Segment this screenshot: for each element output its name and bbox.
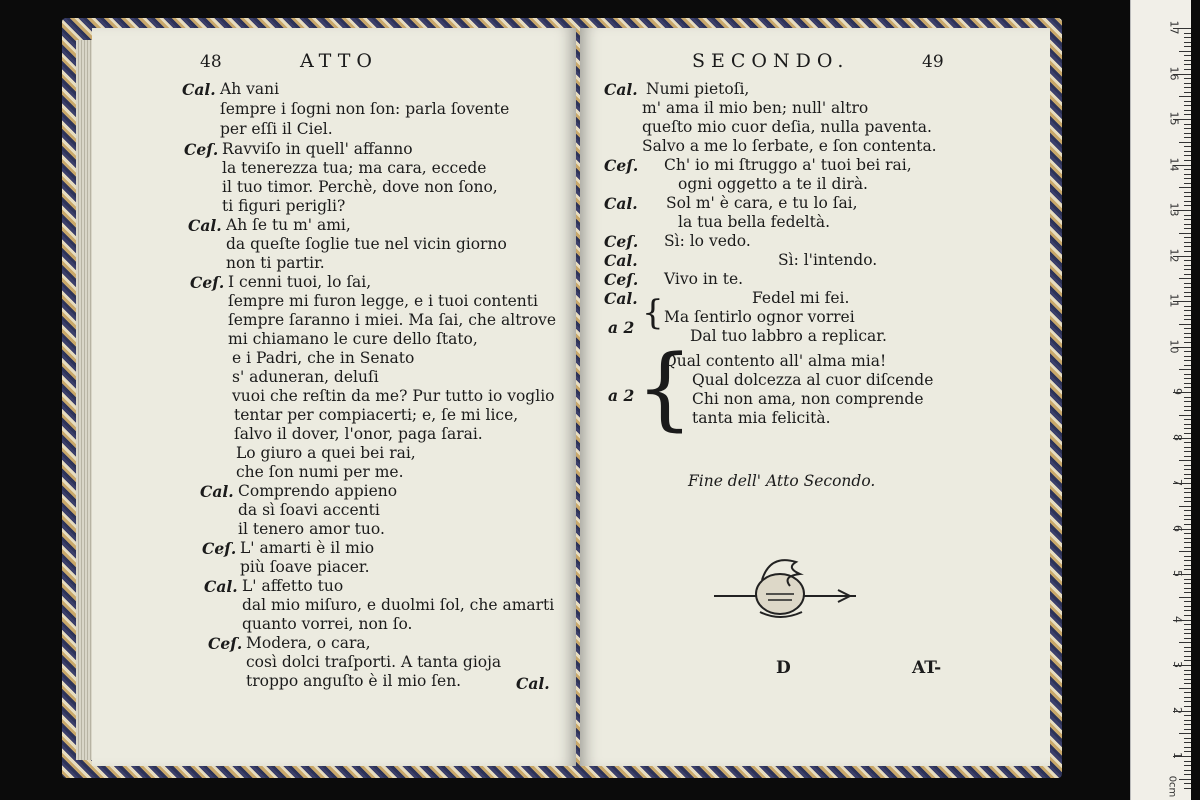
ruler-tick: [1184, 105, 1191, 106]
text-line: Dal tuo labbro a replicar.: [690, 327, 887, 345]
ruler-tick: [1184, 588, 1191, 589]
ruler-tick: [1184, 269, 1191, 270]
text-line: Ravviſo in quell' affanno: [222, 140, 413, 158]
ruler-tick: [1184, 560, 1191, 561]
ruler-tick: [1184, 265, 1191, 266]
speaker-label: Cal.: [604, 194, 638, 213]
text-line: Salvo a me lo ſerbate, e ſon contenta.: [642, 137, 937, 155]
ruler-tick: [1184, 383, 1191, 384]
text-line: ogni oggetto a te il dirà.: [678, 175, 868, 193]
ruler-tick: [1184, 774, 1191, 775]
ruler-tick: [1184, 246, 1191, 247]
ruler-number: 13: [1167, 202, 1181, 217]
catchword: AT-: [912, 658, 942, 678]
ruler-tick: [1184, 788, 1191, 789]
ruler-number: 5: [1171, 570, 1184, 577]
ruler-tick: [1179, 415, 1191, 416]
ruler-tick: [1184, 69, 1191, 70]
ruler-tick: [1179, 779, 1191, 780]
text-line: m' ama il mio ben; null' altro: [642, 99, 869, 117]
ruler-tick: [1184, 205, 1191, 206]
speaker-label: Ceſ.: [208, 634, 243, 653]
text-line: che ſon numi per me.: [236, 463, 404, 481]
ruler-tick: [1184, 183, 1191, 184]
ruler-tick: [1184, 706, 1191, 707]
brace-glyph: {: [642, 293, 664, 333]
ruler-tick: [1184, 215, 1191, 216]
text-line: Sol m' è cara, e tu lo ſai,: [666, 194, 858, 212]
ruler-tick: [1184, 283, 1191, 284]
ruler-number: 8: [1171, 433, 1184, 441]
text-line: I cenni tuoi, lo ſai,: [228, 273, 372, 291]
ruler-tick: [1184, 683, 1191, 684]
ruler-tick: [1184, 469, 1191, 470]
ruler-tick: [1184, 251, 1191, 252]
text-line: la tua bella fedeltà.: [678, 213, 831, 231]
duet-label: a 2: [608, 318, 635, 337]
ruler-tick: [1184, 101, 1191, 102]
ruler-tick: [1184, 542, 1191, 543]
ruler-tick: [1184, 87, 1191, 88]
ruler-tick: [1184, 547, 1191, 548]
text-line: Sì: l'intendo.: [778, 251, 878, 269]
ruler-tick: [1184, 515, 1191, 516]
ruler-tick: [1184, 524, 1191, 525]
ruler-tick: [1184, 133, 1191, 134]
text-line: Modera, o cara,: [246, 634, 371, 652]
speaker-label: Cal.: [604, 289, 638, 308]
ruler-tick: [1184, 565, 1191, 566]
catchword: Cal.: [516, 674, 550, 693]
measuring-ruler: [1130, 0, 1191, 800]
ruler-tick: [1184, 306, 1191, 307]
ruler-tick: [1184, 583, 1191, 584]
ruler-tick: [1184, 533, 1191, 534]
act-end-note: Fine dell' Atto Secondo.: [688, 472, 876, 490]
text-line: Ma ſentirlo ognor vorrei: [664, 308, 855, 326]
text-line: non ti partir.: [226, 254, 325, 272]
ruler-tick: [1184, 697, 1191, 698]
text-line: ſempre i ſogni non ſon: parla ſovente: [220, 100, 510, 118]
speaker-label: Ceſ.: [604, 156, 639, 175]
ruler-tick: [1184, 228, 1191, 229]
ruler-number: 17: [1167, 20, 1181, 35]
ruler-tick: [1184, 78, 1191, 79]
running-header: ATTO: [300, 50, 378, 72]
speaker-label: Cal.: [188, 216, 222, 235]
text-line: Comprendo appieno: [238, 482, 398, 500]
ruler-tick: [1184, 374, 1191, 375]
text-line: mi chiamano le cure dello ſtato,: [228, 330, 478, 348]
speaker-label: Cal.: [604, 80, 638, 99]
ruler-tick: [1184, 83, 1191, 84]
ruler-tick: [1184, 742, 1191, 743]
ruler-tick: [1184, 60, 1191, 61]
ruler-tick: [1184, 46, 1191, 47]
ruler-tick: [1184, 196, 1191, 197]
ruler-tick: [1184, 219, 1191, 220]
text-line: per eſſi il Ciel.: [220, 120, 333, 138]
ruler-tick: [1184, 692, 1191, 693]
ruler-tick: [1184, 579, 1191, 580]
ruler-tick: [1184, 751, 1191, 752]
ruler-tick: [1184, 242, 1191, 243]
ruler-tick: [1179, 597, 1191, 598]
ruler-tick: [1184, 146, 1191, 147]
ruler-tick: [1184, 447, 1191, 448]
text-line: da queſte ſoglie tue nel vicin giorno: [226, 235, 507, 253]
ruler-tick: [1184, 624, 1191, 625]
ruler-tick: [1184, 660, 1191, 661]
text-line: quanto vorrei, non ſo.: [242, 615, 413, 633]
ruler-tick: [1184, 720, 1191, 721]
text-line: queſto mio cuor deſia, nulla paventa.: [642, 118, 932, 136]
text-line: Chi non ama, non comprende: [692, 390, 924, 408]
ruler-tick: [1184, 128, 1191, 129]
ruler-tick: [1184, 419, 1191, 420]
text-line: tentar per compiacerti; e, ſe mi lice,: [234, 406, 519, 424]
text-line: Vivo in te.: [664, 270, 744, 288]
ruler-tick: [1179, 278, 1191, 279]
ruler-tick: [1184, 137, 1191, 138]
ruler-tick: [1184, 237, 1191, 238]
ruler-tick: [1184, 569, 1191, 570]
ruler-tick: [1184, 292, 1191, 293]
text-line: e i Padri, che in Senato: [232, 349, 415, 367]
speaker-label: Ceſ.: [604, 270, 639, 289]
brace-glyph: {: [636, 336, 694, 441]
ruler-tick: [1184, 497, 1191, 498]
text-line: ſempre ſaranno i miei. Ma ſai, che altrove: [228, 311, 557, 329]
ruler-tick: [1184, 365, 1191, 366]
ruler-tick: [1184, 174, 1191, 175]
signature-mark: D: [776, 658, 791, 678]
ruler-tick: [1184, 456, 1191, 457]
ruler-tick: [1184, 64, 1191, 65]
ruler-tick: [1184, 274, 1191, 275]
ruler-tick: [1184, 114, 1191, 115]
ruler-tick: [1184, 333, 1191, 334]
ruler-number: 1: [1171, 752, 1184, 759]
page-number: 49: [922, 52, 944, 72]
ruler-tick: [1184, 765, 1191, 766]
ruler-tick: [1184, 315, 1191, 316]
ruler-tick: [1184, 465, 1191, 466]
ruler-tick: [1184, 201, 1191, 202]
text-line: dal mio miſuro, e duolmi ſol, che amarti: [242, 596, 555, 614]
ruler-tick: [1184, 260, 1191, 261]
ruler-tick: [1184, 783, 1191, 784]
ruler-tick: [1184, 356, 1191, 357]
ruler-number: 14: [1167, 157, 1181, 171]
ruler-tick: [1184, 337, 1191, 338]
text-line: L' amarti è il mio: [240, 539, 375, 557]
ruler-tick: [1184, 387, 1191, 388]
ruler-tick: [1184, 674, 1191, 675]
ruler-tick: [1184, 192, 1191, 193]
speaker-label: Ceſ.: [184, 140, 219, 159]
text-line: Lo giuro a quei bei rai,: [236, 444, 416, 462]
ruler-tick: [1184, 124, 1191, 125]
ruler-tick: [1184, 319, 1191, 320]
text-line: troppo anguſto è il mio ſen.: [246, 672, 462, 690]
ruler-tick: [1184, 670, 1191, 671]
ruler-tick: [1184, 110, 1191, 111]
text-line: Qual dolcezza al cuor diſcende: [692, 371, 934, 389]
text-line: il tenero amor tuo.: [238, 520, 385, 538]
ruler-tick: [1184, 615, 1191, 616]
ruler-number: 7: [1171, 479, 1184, 486]
left-page: [92, 28, 576, 766]
ruler-tick: [1184, 770, 1191, 771]
ruler-tick: [1184, 656, 1191, 657]
ruler-tick: [1184, 478, 1191, 479]
text-line: più ſoave piacer.: [240, 558, 370, 576]
ruler-tick: [1184, 501, 1191, 502]
ruler-tick: [1184, 351, 1191, 352]
ruler-tick: [1184, 155, 1191, 156]
ruler-tick: [1184, 606, 1191, 607]
ruler-tick: [1184, 738, 1191, 739]
ruler-tick: [1184, 428, 1191, 429]
ruler-tick: [1184, 592, 1191, 593]
ruler-tick: [1184, 401, 1191, 402]
ruler-tick: [1184, 747, 1191, 748]
ruler-tick: [1184, 169, 1191, 170]
ruler-tick: [1179, 324, 1191, 325]
ruler-tick: [1184, 679, 1191, 680]
ruler-tick: [1184, 410, 1191, 411]
text-line: Qual contento all' alma mia!: [664, 352, 887, 370]
ruler-tick: [1184, 442, 1191, 443]
right-page: [580, 28, 1050, 766]
ruler-tick: [1184, 729, 1191, 730]
text-line: s' aduneran, deluſi: [232, 368, 379, 386]
ruler-tick: [1184, 160, 1191, 161]
ruler-number: 16: [1167, 66, 1181, 80]
ruler-tick: [1184, 610, 1191, 611]
ruler-tick: [1184, 715, 1191, 716]
speaker-label: Ceſ.: [604, 232, 639, 251]
text-line: la tenerezza tua; ma cara, eccede: [222, 159, 487, 177]
ruler-tick: [1184, 433, 1191, 434]
speaker-label: Cal.: [204, 577, 238, 596]
ruler-tick: [1184, 633, 1191, 634]
speaker-label: Ceſ.: [190, 273, 225, 292]
ruler-tick: [1184, 761, 1191, 762]
ruler-tick: [1184, 510, 1191, 511]
ruler-tick: [1184, 55, 1191, 56]
text-line: Sì: lo vedo.: [664, 232, 751, 250]
text-line: Ah ſe tu m' ami,: [226, 216, 351, 234]
ruler-number: 4: [1171, 615, 1184, 623]
ruler-tick: [1184, 488, 1191, 489]
ruler-tick: [1184, 287, 1191, 288]
ruler-tick: [1184, 42, 1191, 43]
ruler-tick: [1184, 701, 1191, 702]
text-line: ti figuri perigli?: [222, 197, 346, 215]
ruler-tick: [1184, 397, 1191, 398]
text-line: da sì ſoavi accenti: [238, 501, 380, 519]
ruler-tick: [1184, 296, 1191, 297]
ruler-tick: [1184, 424, 1191, 425]
speaker-label: Cal.: [200, 482, 234, 501]
ruler-tick: [1179, 733, 1191, 734]
ruler-tick: [1179, 187, 1191, 188]
text-line: Ch' io mi ſtruggo a' tuoi bei rai,: [664, 156, 912, 174]
ruler-tick: [1184, 601, 1191, 602]
ruler-tick: [1184, 92, 1191, 93]
ruler-tick: [1179, 142, 1191, 143]
ruler-tick: [1184, 37, 1191, 38]
ruler-number: 11: [1167, 293, 1181, 308]
helmet-sword-ornament-icon: [710, 550, 860, 630]
ruler-number: 6: [1171, 524, 1184, 532]
ruler-tick: [1184, 360, 1191, 361]
speaker-label: Ceſ.: [202, 539, 237, 558]
ruler-tick: [1184, 328, 1191, 329]
text-line: così dolci traſporti. A tanta gioja: [246, 653, 502, 671]
ruler-tick: [1179, 369, 1191, 370]
speaker-label: Cal.: [604, 251, 638, 270]
ruler-tick: [1184, 724, 1191, 725]
text-line: L' affetto tuo: [242, 577, 344, 595]
ruler-tick: [1184, 33, 1191, 34]
ruler-unit-label: 0cm: [1166, 775, 1178, 798]
ruler-number: 3: [1171, 661, 1184, 668]
ruler-tick: [1184, 406, 1191, 407]
ruler-number: 15: [1167, 111, 1181, 126]
ruler-number: 2: [1171, 706, 1184, 714]
text-line: ſempre mi furon legge, e i tuoi contenti: [228, 292, 538, 310]
running-header: SECONDO.: [692, 50, 850, 72]
ruler-number: 9: [1171, 388, 1184, 395]
ruler-tick: [1179, 96, 1191, 97]
ruler-tick: [1184, 342, 1191, 343]
ruler-number: 10: [1167, 339, 1181, 353]
ruler-tick: [1179, 51, 1191, 52]
text-line: Fedel mi fei.: [752, 289, 850, 307]
ruler-tick: [1184, 224, 1191, 225]
duet-label: a 2: [608, 386, 635, 405]
ruler-tick: [1184, 519, 1191, 520]
ruler-tick: [1179, 688, 1191, 689]
ruler-tick: [1179, 460, 1191, 461]
ruler-tick: [1184, 556, 1191, 557]
text-line: vuoi che reſtin da me? Pur tutto io voglio: [232, 387, 555, 405]
text-line: Numi pietoſi,: [646, 80, 750, 98]
ruler-tick: [1184, 474, 1191, 475]
ruler-tick: [1184, 647, 1191, 648]
ruler-tick: [1184, 378, 1191, 379]
ruler-tick: [1184, 151, 1191, 152]
ruler-tick: [1184, 178, 1191, 179]
ruler-tick: [1184, 629, 1191, 630]
speaker-label: Cal.: [182, 80, 216, 99]
text-line: Ah vani: [220, 80, 280, 98]
ruler-tick: [1184, 451, 1191, 452]
ruler-tick: [1184, 492, 1191, 493]
ruler-tick: [1179, 642, 1191, 643]
text-line: tanta mia felicità.: [692, 409, 831, 427]
ruler-tick: [1184, 651, 1191, 652]
ruler-tick: [1179, 506, 1191, 507]
ruler-tick: [1179, 233, 1191, 234]
text-line: ſalvo il dover, l'onor, paga ſarai.: [234, 425, 483, 443]
ruler-tick: [1179, 551, 1191, 552]
ruler-number: 12: [1167, 248, 1181, 262]
ruler-tick: [1184, 538, 1191, 539]
ruler-tick: [1184, 638, 1191, 639]
page-number: 48: [200, 52, 222, 72]
text-line: il tuo timor. Perchè, dove non ſono,: [222, 178, 498, 196]
ruler-tick: [1184, 310, 1191, 311]
